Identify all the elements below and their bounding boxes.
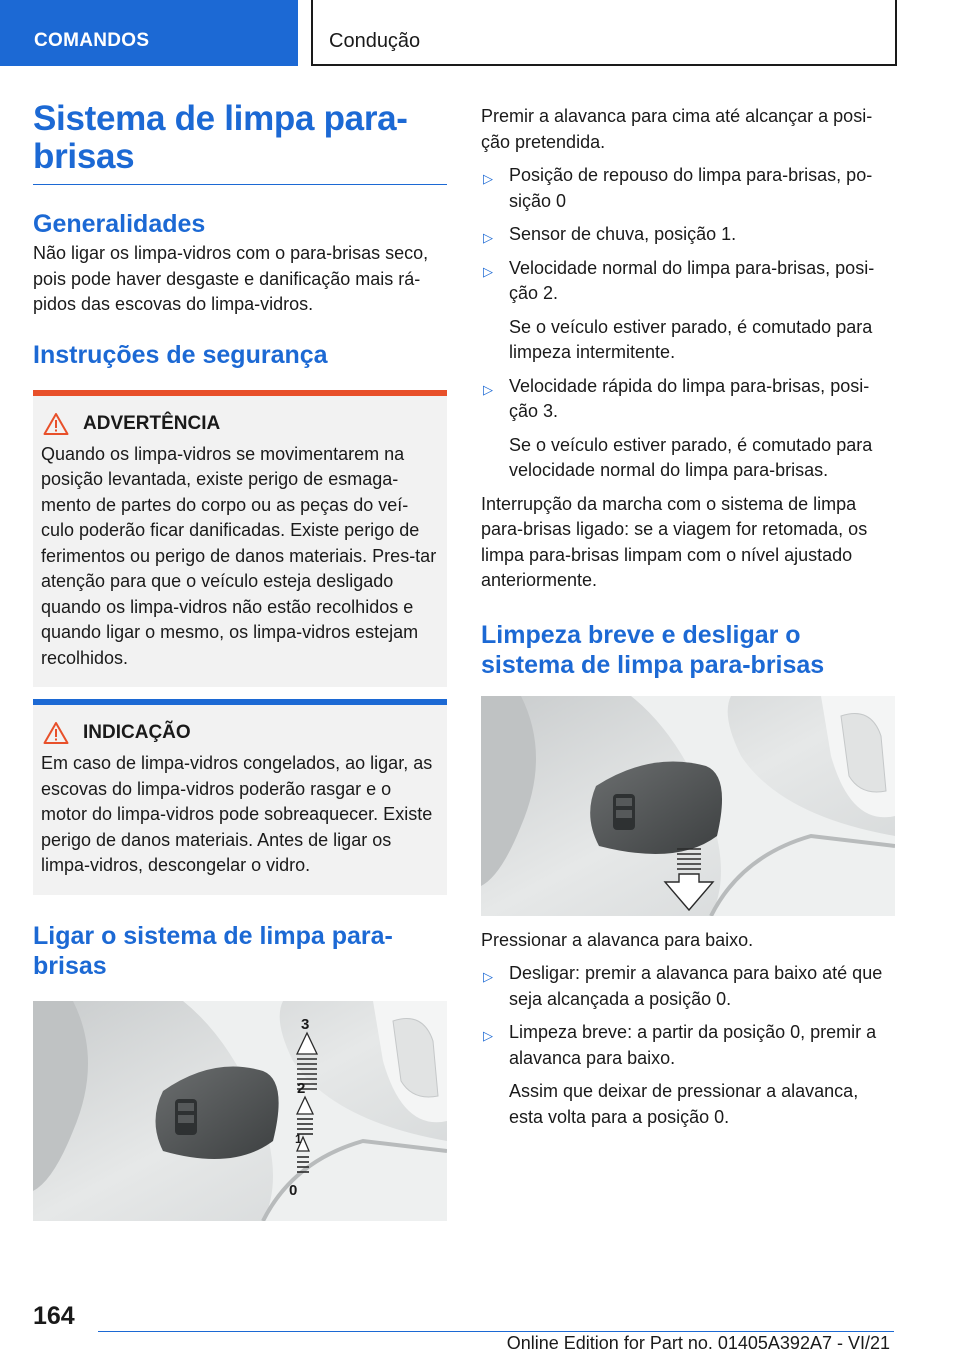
warning-text: Quando os limpa-vidros se movimentarem na posição levantada, existe perigo de esmaga-mento de partes do corpo ou as peças do veí-culo poderão ficar danificadas. Existe perigo de ferimentos ou perigo de danos materiais. Pres-tar atenção para que o veículo esteja desligado quando os limpa-vidros não estão recolhidos e quando ligar o mesmo, os limpa-vidros estejam recolhidos. — [41, 443, 437, 668]
warning-triangle-icon — [43, 412, 69, 436]
warning-box — [33, 390, 447, 688]
heading-ligar: Ligar o sistema de limpa para-brisas — [33, 921, 393, 980]
bullet-triangle-icon: ▷ — [483, 230, 493, 245]
bullet-triangle-icon: ▷ — [483, 1028, 493, 1043]
generalidades-text: Não ligar os limpa-vidros com o para-brisas seco, pois pode haver desgaste e danificação mais rá-pidos das escovas do limpa-vidros. — [33, 243, 429, 314]
note-text: Em caso de limpa-vidros congelados, ao ligar, as escovas do limpa-vidros poderão rasgar e o motor do limpa-vidros pode sobreaquecer. Existe perigo de danos materiais. Antes de ligar os limpa-vidros, descongelar o vidro. — [41, 753, 433, 875]
section-title: COMANDOS — [34, 30, 150, 51]
list-item — [481, 961, 895, 1012]
list-item-subtext: Assim que deixar de pressionar a alavanca, esta volta para a posição 0. — [509, 1081, 859, 1127]
chapter-title: Condução — [329, 30, 421, 52]
warning-label: ADVERTÊNCIA — [83, 412, 221, 434]
figure-label-2: 2 — [297, 1079, 306, 1097]
figure-label-1: 1 — [295, 1131, 302, 1146]
list-item — [481, 256, 895, 366]
heading-generalidades: Generalidades — [33, 210, 206, 238]
note-box — [33, 699, 447, 895]
page-title: Sistema de limpa para-brisas — [33, 100, 447, 185]
footer-edition: Online Edition for Part no. 01405A392A7 - VI/21 — [506, 1333, 890, 1353]
heading-seguranca: Instruções de segurança — [33, 340, 328, 369]
lever-up-intro: Premir a alavanca para cima até alcançar a posi-ção pretendida. — [481, 106, 873, 152]
interrupcao-text: Interrupção da marcha com o sistema de limpa para-brisas ligado: se a viagem for retomada, os limpa para-brisas limpam com o nível ajustado anteriormente. — [481, 493, 868, 590]
list-item-text: Velocidade rápida do limpa para-brisas, posi-ção 3. — [509, 375, 870, 421]
bullet-triangle-icon: ▷ — [483, 263, 493, 279]
list-item-text: Limpeza breve: a partir da posição 0, premir a alavanca para baixo. — [509, 1022, 877, 1068]
list-item-text: Velocidade normal do limpa para-brisas, posi-ção 2. — [509, 257, 875, 303]
list-item — [481, 222, 895, 248]
warning-triangle-icon — [43, 721, 69, 745]
wiper-lever-up-illustration — [33, 1001, 447, 1221]
right-column — [481, 104, 895, 1130]
note-label: INDICAÇÃO — [83, 722, 191, 743]
limpeza-list — [481, 961, 895, 1130]
wiper-lever-down-illustration — [481, 696, 895, 916]
note-header — [41, 719, 439, 747]
bullet-triangle-icon: ▷ — [483, 171, 493, 186]
page-number: 164 — [33, 1302, 75, 1330]
wiper-lever-down-figure — [481, 696, 895, 916]
list-item-subtext: Se o veículo estiver parado, é comutado para velocidade normal do limpa para-brisas. — [509, 434, 873, 480]
lever-down-intro: Pressionar a alavanca para baixo. — [481, 929, 754, 950]
wiper-lever-up-figure — [33, 1001, 447, 1221]
chapter-tab — [311, 0, 897, 66]
list-item-text: Desligar: premir a alavanca para baixo até que seja alcançada a posição 0. — [509, 963, 883, 1009]
section-tab — [0, 0, 298, 66]
bullet-triangle-icon: ▷ — [483, 969, 493, 984]
figure-label-3: 3 — [301, 1015, 310, 1033]
list-item-subtext: Se o veículo estiver parado, é comutado para limpeza intermitente. — [509, 316, 873, 362]
list-item-text: Posição de repouso do limpa para-brisas, po-sição 0 — [509, 165, 873, 211]
left-column — [33, 100, 447, 1221]
position-list — [481, 163, 895, 484]
bullet-triangle-icon: ▷ — [483, 381, 493, 397]
warning-header — [41, 410, 439, 438]
list-item — [481, 163, 895, 214]
figure-label-0: 0 — [289, 1181, 298, 1199]
heading-limpeza: Limpeza breve e desligar o sistema de limpa para-brisas — [481, 620, 825, 679]
footer-divider — [98, 1331, 894, 1332]
list-item-text: Sensor de chuva, posição 1. — [509, 224, 737, 244]
list-item — [481, 1020, 895, 1130]
list-item — [481, 374, 895, 484]
